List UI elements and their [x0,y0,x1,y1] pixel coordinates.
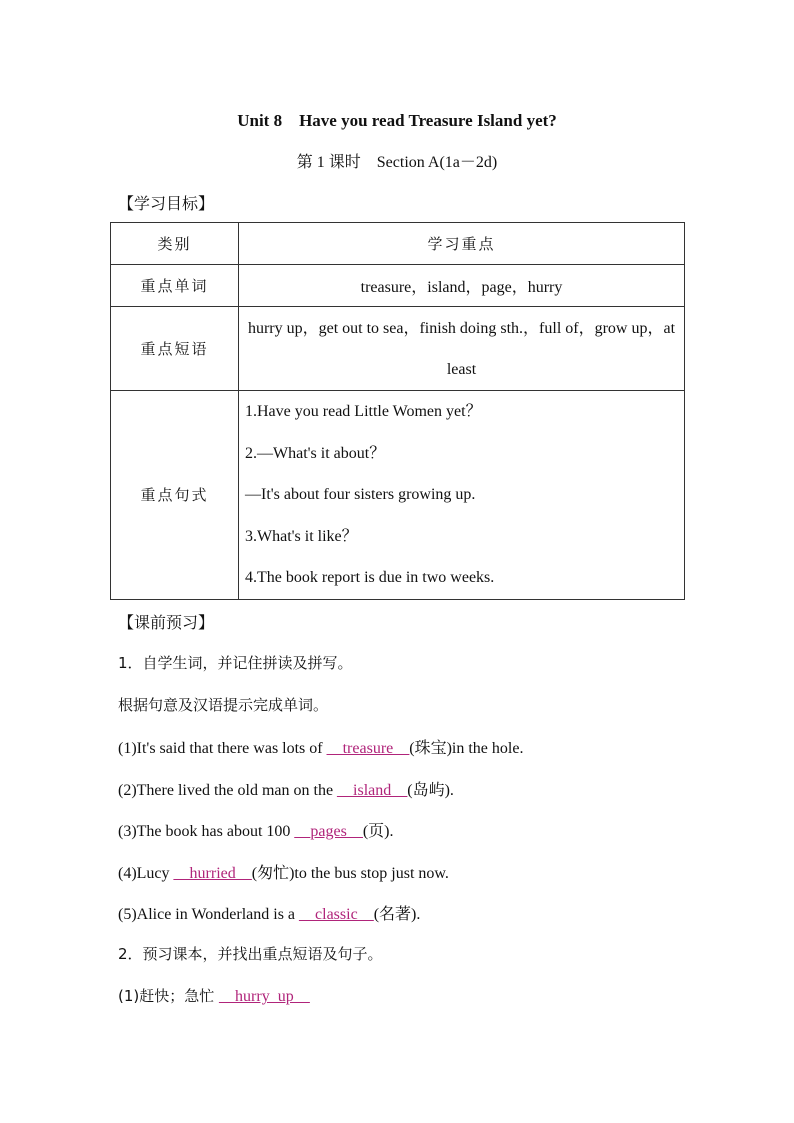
lesson-subtitle: 第 1 课时 Section A(1a－2d) [296,154,498,171]
answer-blank[interactable]: __hurried__ [173,865,252,882]
sentence-item: 3.What's it like？ [245,527,358,545]
key-phrases: hurry up，get out to sea，finish doing sth.，full of，grow up，at least [239,307,685,391]
item-prompt: (3)The book has about 100 [118,823,295,840]
item-hint: (匆忙)to the bus stop just now. [251,865,449,882]
item-prompt: (1)赶快；急忙 [118,987,220,1005]
exercise-item [118,735,523,758]
table-row [111,307,685,391]
answer-blank[interactable]: __classic__ [299,906,374,923]
item-hint: (珠宝)in the hole. [409,740,524,757]
row-category: 重点单词 [111,265,239,307]
answer-blank[interactable]: __hurry_up__ [219,988,310,1005]
header-focus: 学习重点 [239,223,685,265]
exercise-item [118,860,449,883]
table-header-row [111,223,685,265]
header-category: 类别 [111,223,239,265]
sentence-item: 4.The book report is due in two weeks. [245,569,495,587]
key-words: treasure，island，page，hurry [239,265,685,307]
item-prompt: (2)There lived the old man on the [118,782,338,799]
unit-title: Unit 8 Have you read Treasure Island yet? [237,111,557,130]
row-category: 重点短语 [111,307,239,391]
task2-title: 2．预习课本，并找出重点短语及句子。 [118,945,383,963]
exercise-item [118,777,454,800]
sentence-item: 2.—What's it about？ [245,444,386,462]
sentence-item: —It's about four sisters growing up. [245,486,476,504]
exercise-item [118,985,310,1006]
item-hint: (名著). [373,906,421,923]
table-row [111,391,685,600]
item-prompt: (1)It's said that there was lots of [118,740,327,757]
exercise-item [118,901,420,924]
table-row [111,265,685,307]
answer-blank[interactable]: __island__ [337,782,408,799]
goals-heading: 【学习目标】 [118,194,215,213]
task1-instruction: 根据句意及汉语提示完成单词。 [118,696,329,714]
answer-blank[interactable]: __treasure__ [326,740,410,757]
sentence-item: 1.Have you read Little Women yet？ [245,403,482,420]
exercise-item [118,818,394,841]
learning-goals-table [110,222,685,600]
item-hint: (岛屿). [407,782,454,799]
answer-blank[interactable]: __pages__ [294,823,363,840]
row-category: 重点句式 [111,391,239,600]
task1-title: 1．自学生词，并记住拼读及拼写。 [118,654,353,672]
item-hint: (页). [362,823,394,840]
item-prompt: (4)Lucy [118,865,174,882]
item-prompt: (5)Alice in Wonderland is a [118,906,300,923]
preview-heading: 【课前预习】 [118,613,215,632]
key-sentences [239,391,685,600]
